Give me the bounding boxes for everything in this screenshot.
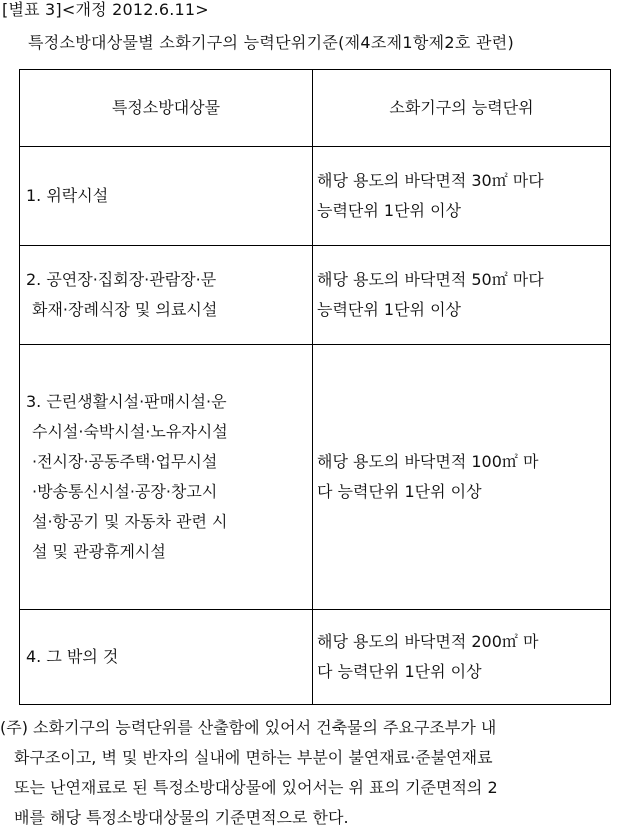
footnote-line: 또는 난연재료로 된 특정소방대상물에 있어서는 위 표의 기준면적의 2 bbox=[14, 778, 498, 797]
table-row bbox=[20, 610, 611, 705]
table-row bbox=[20, 246, 611, 345]
target-line: ·전시장·공동주택·업무시설 bbox=[32, 452, 218, 471]
target-text: 1. 위락시설 bbox=[26, 186, 109, 205]
unit-line: 다 능력단위 1단위 이상 bbox=[317, 662, 482, 681]
unit-line: 다 능력단위 1단위 이상 bbox=[317, 482, 482, 501]
target-cell bbox=[20, 147, 313, 246]
unit-cell bbox=[313, 610, 611, 705]
table-row bbox=[20, 147, 611, 246]
target-line: 화재·장례식장 및 의료시설 bbox=[32, 300, 218, 319]
target-line: 2. 공연장·집회장·관람장·문 bbox=[26, 270, 217, 289]
target-line: 설 및 관광휴게시설 bbox=[32, 542, 166, 561]
column-header-target: 특정소방대상물 bbox=[20, 70, 313, 147]
unit-line: 해당 용도의 바닥면적 200㎡ 마 bbox=[317, 632, 539, 651]
column-header-unit: 소화기구의 능력단위 bbox=[313, 70, 611, 147]
unit-cell bbox=[313, 147, 611, 246]
unit-cell bbox=[313, 246, 611, 345]
appendix-label: [별표 3]<개정 2012.6.11> bbox=[2, 0, 209, 19]
unit-line: 해당 용도의 바닥면적 100㎡ 마 bbox=[317, 452, 539, 471]
unit-cell bbox=[313, 345, 611, 610]
unit-line: 해당 용도의 바닥면적 50㎡ 마다 bbox=[317, 270, 544, 289]
target-cell bbox=[20, 345, 313, 610]
footnote-line: 배를 해당 특정소방대상물의 기준면적으로 한다. bbox=[14, 808, 349, 827]
document-title: 특정소방대상물별 소화기구의 능력단위기준(제4조제1항제2호 관련) bbox=[28, 33, 515, 52]
target-cell bbox=[20, 610, 313, 705]
table-header-row bbox=[20, 70, 611, 147]
footnote bbox=[0, 713, 632, 833]
target-cell bbox=[20, 246, 313, 345]
table-row bbox=[20, 345, 611, 610]
unit-line: 능력단위 1단위 이상 bbox=[317, 201, 461, 220]
target-line: ·방송통신시설·공장·창고시 bbox=[32, 482, 218, 501]
target-line: 설·항공기 및 자동차 관련 시 bbox=[32, 512, 228, 531]
footnote-line: (주) 소화기구의 능력단위를 산출함에 있어서 건축물의 주요구조부가 내 bbox=[0, 718, 497, 737]
footnote-line: 화구조이고, 벽 및 반자의 실내에 면하는 부분이 불연재료·준불연재료 bbox=[14, 748, 493, 767]
target-line: 수시설·숙박시설·노유자시설 bbox=[32, 422, 228, 441]
unit-line: 능력단위 1단위 이상 bbox=[317, 300, 461, 319]
unit-line: 해당 용도의 바닥면적 30㎡ 마다 bbox=[317, 171, 544, 190]
target-line: 3. 근린생활시설·판매시설·운 bbox=[26, 392, 227, 411]
capacity-table bbox=[19, 69, 611, 705]
target-text: 4. 그 밖의 것 bbox=[26, 647, 119, 666]
